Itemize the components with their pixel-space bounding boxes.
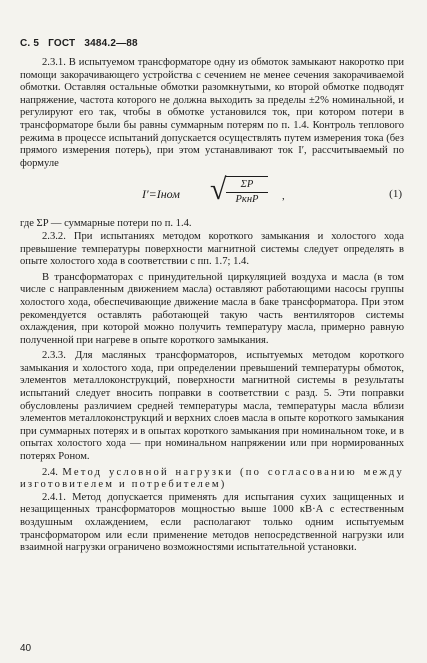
formula-where: где ΣP — суммарные потери по п. 1.4. [20,218,192,230]
paragraph-2-3-3: 2.3.3. Для масляных трансформаторов, испытуемых методом короткого замыкания и холостого хода, при определении превышений температуры обмоток, элементов металлоконструкций, поверхности магнитной системы в результаты испытаний следует вносить поправки в соответствии с разд. 5. Эти поправки обусловлены различием средней температуры масла, температуры масла вблизи элементов металлоконструкций и верхних слоев масла в опыте короткого замыкания при суммарных потерях и в опытах короткого замыкания при номинальном токе, и в опытах холостого хода — при номинальном напряжении или при нормированных потерях Pоном. [20,350,404,463]
paragraph-forced-circulation: В трансформаторах с принудительной циркуляцией воздуха и масла (в том числе с направленным движением масла) оставляют работающими насосы группы холостого хода, обеспечивающие движение масла в баке трансформатора. При этом рекомендуется оставлять работающей такую часть вентиляторов системы охлаждения, при которой можно получить температуру масла, примерно равную полученной при нагреве в опыте короткого замыкания. [20,271,404,346]
formula-fraction [226,176,268,206]
section-2-4-title: Метод условной нагрузки (по согласованию между изготовителем и потребителем) [20,466,404,491]
section-2-4-heading [20,467,404,492]
page-header [20,38,144,49]
paragraph-2-3-1: 2.3.1. В испытуемом трансформаторе одну из обмоток замыкают накоротко при помощи закорачивающего устройства с сечением не менее сечения закорачиваемой обмотки. Оставляя остальные обмотки разомкнутыми, ко второй обмотке подводят напряжение, частота которого не должна выходить за пределы ±2% номинальной, и регулируют его так, чтобы в обмотке установился ток, при котором потери в трансформаторе были бы равны суммарным потерям по п. 1.4. Контроль теплового режима в процессе испытаний допускается осуществлять путем измерения тока (без прямого измерения потерь), при этом устанавливают ток I′, рассчитываемый по формуле [20,57,404,169]
section-2-4-number: 2.4. [42,466,58,478]
paragraph-2-4-1: 2.4.1. Метод допускается применять для испытания сухих защищенных и незащищенных трансформаторов мощностью выше 1000 кВ·А с естественным воздушным охлаждением, если располагают только одним испытуемым трансформатором или если применение методов непосредственной нагрузки или взаимной нагрузки ограничено возможностями испытательной установки. [20,491,404,554]
standard-label: ГОСТ [48,38,76,49]
paragraph-2-3-2: 2.3.2. При испытаниях методом короткого замыкания и холостого хода превышение температуры поверхности магнитной системы следует определять в опыте холостого хода в соответствии с пп. 1.7; 1.4. [20,230,404,268]
formula-number: (1) [389,188,402,201]
standard-number: 3484.2—88 [84,38,138,49]
page-label: С. 5 [20,38,40,49]
formula-numerator: ΣP [226,177,268,193]
page-number: 40 [20,643,32,654]
sqrt-symbol: √ [210,173,227,207]
document-body [20,57,404,555]
formula-denominator: PкнР [235,193,259,205]
formula-lhs: I′=Iном [142,187,180,202]
formula-comma: , [282,190,285,203]
formula-1 [20,174,404,216]
